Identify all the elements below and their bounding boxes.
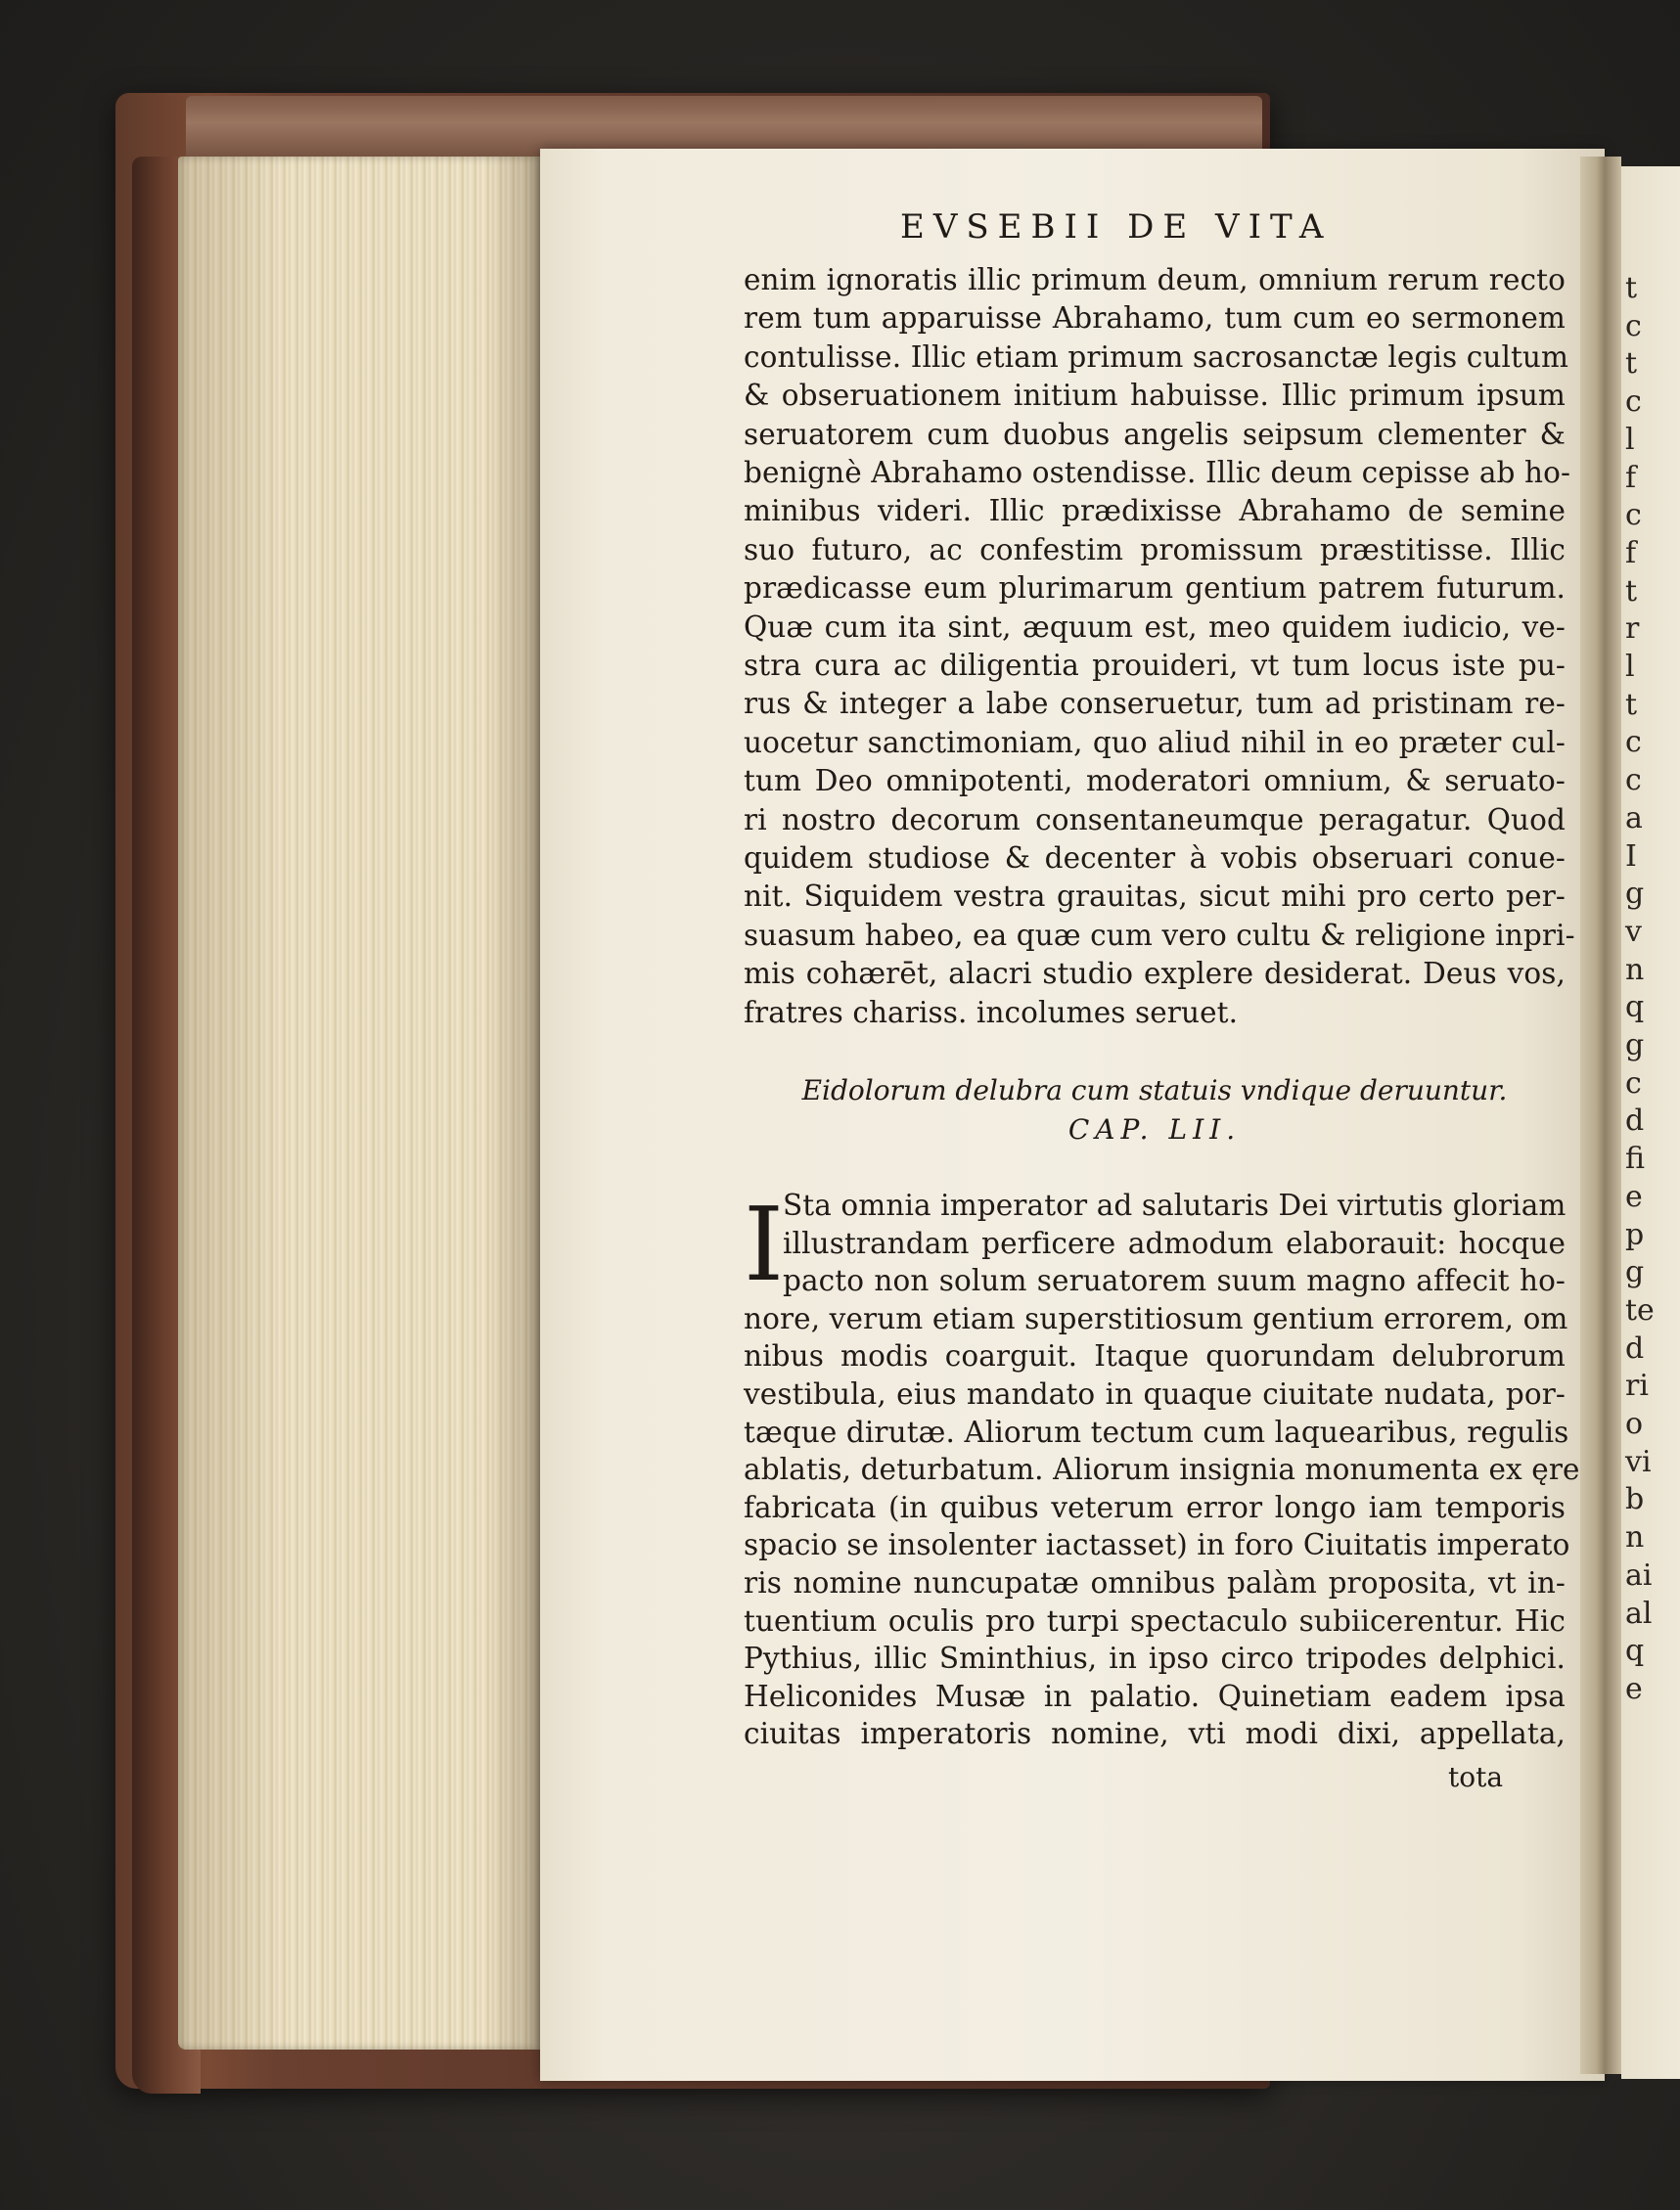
facing-page-letter: te xyxy=(1625,1292,1655,1328)
text-line: tum Deo omnipotenti, moderatori omnium, & seruato- xyxy=(744,764,1566,798)
text-line: rem tum apparuisse Abrahamo, tum cum eo sermonem xyxy=(744,301,1566,336)
text-line: minibus videri. Illic prædixisse Abrahamo de semine xyxy=(744,494,1566,528)
fore-edge-shading xyxy=(178,157,540,2050)
facing-page-letter: c xyxy=(1625,498,1642,533)
facing-page-letter: ai xyxy=(1625,1557,1653,1593)
chapter-heading: Eidolorum delubra cum statuis vndique deruuntur. xyxy=(801,1074,1508,1106)
facing-page-letter: c xyxy=(1625,308,1642,343)
facing-page-letter: e xyxy=(1625,1671,1643,1706)
book-gutter xyxy=(1580,157,1621,2074)
facing-page-letter: q xyxy=(1625,990,1645,1025)
facing-page-letter: g xyxy=(1625,1255,1645,1290)
facing-page-letter: n xyxy=(1625,1520,1645,1556)
text-line: ciuitas imperatoris nomine, vti modi dixi, appellata, xyxy=(744,1717,1566,1751)
facing-page-letter: f xyxy=(1625,535,1637,570)
text-line: tuentium oculis pro turpi spectaculo subiicerentur. Hic xyxy=(744,1603,1566,1638)
text-line: illustrandam perficere admodum elaborauit: hocque xyxy=(783,1226,1566,1260)
facing-page-letter: v xyxy=(1625,914,1642,949)
running-head: EVSEBII DE VITA xyxy=(900,207,1333,247)
facing-page-letter: f xyxy=(1625,460,1637,495)
facing-page-letter: o xyxy=(1625,1407,1644,1441)
facing-page-letter: fi xyxy=(1625,1142,1646,1177)
text-line: tæque dirutæ. Aliorum tectum cum laquearibus, regulis xyxy=(744,1415,1569,1449)
facing-page-letter: d xyxy=(1625,1331,1645,1366)
facing-page-letter: g xyxy=(1625,877,1645,912)
facing-page-letter: n xyxy=(1625,952,1645,987)
text-line: nit. Siquidem vestra grauitas, sicut mihi pro certo per- xyxy=(744,879,1566,914)
text-line: prædicasse eum plurimarum gentium patrem futurum. xyxy=(744,571,1566,606)
facing-page-letter: t xyxy=(1625,271,1638,305)
text-line: quidem studiose & decenter à vobis obseruari conue- xyxy=(744,841,1566,875)
text-line: fratres chariss. incolumes seruet. xyxy=(744,995,1239,1029)
text-line: Heliconides Musæ in palatio. Quinetiam eadem ipsa xyxy=(744,1679,1566,1713)
text-line: contulisse. Illic etiam primum sacrosanctæ legis cultum xyxy=(744,339,1569,374)
text-line: fabricata (in quibus veterum error longo iam temporis xyxy=(744,1490,1566,1524)
facing-page-letter: c xyxy=(1625,1065,1642,1101)
chapter-number: CAP. LII. xyxy=(1067,1113,1242,1146)
facing-page-letter: e xyxy=(1625,1179,1643,1214)
facing-page-letter: c xyxy=(1625,725,1642,760)
facing-page-letter: q xyxy=(1625,1634,1645,1669)
text-line: suo futuro, ac confestim promissum præstitisse. Illic xyxy=(744,532,1566,566)
catchword: tota xyxy=(1448,1761,1504,1793)
text-line: enim ignoratis illic primum deum, omnium rerum recto xyxy=(744,263,1566,296)
facing-page-letter: r xyxy=(1625,611,1640,647)
facing-page-letter: p xyxy=(1625,1217,1645,1252)
text-line: seruatorem cum duobus angelis seipsum clementer & xyxy=(744,417,1566,451)
facing-page-letter: l xyxy=(1625,650,1635,684)
facing-page-letter: b xyxy=(1625,1482,1645,1517)
text-line: rus & integer a labe conseruetur, tum ad pristinam re- xyxy=(744,687,1566,721)
text-line: nibus modis coarguit. Itaque quorundam delubrorum xyxy=(744,1339,1566,1374)
facing-page-letter: l xyxy=(1625,422,1635,457)
facing-page-letter: c xyxy=(1625,384,1642,420)
drop-capital: I xyxy=(744,1185,785,1304)
facing-page-letter: d xyxy=(1625,1104,1645,1139)
facing-page-letter: al xyxy=(1625,1596,1653,1631)
text-line: suasum habeo, ea quæ cum vero cultu & religione inpri- xyxy=(744,918,1575,952)
facing-page-letter: vi xyxy=(1625,1444,1652,1479)
text-line: benignè Abrahamo ostendisse. Illic deum cepisse ab ho- xyxy=(744,456,1571,489)
text-line: & obseruationem initium habuisse. Illic primum ipsum xyxy=(744,379,1566,413)
text-line: Pythius, illic Sminthius, in ipso circo tripodes delphici. xyxy=(744,1642,1566,1676)
facing-page-letter: I xyxy=(1625,838,1637,874)
text-line: spacio se insolenter iactasset) in foro Ciuitatis imperato xyxy=(744,1528,1570,1562)
text-line: nore, verum etiam superstitiosum gentium errorem, om xyxy=(744,1301,1568,1335)
text-line: ris nomine nuncupatæ omnibus palàm proposita, vt in- xyxy=(744,1566,1566,1600)
text-line: vestibula, eius mandato in quaque ciuitate nudata, por- xyxy=(744,1377,1566,1411)
text-line: stra cura ac diligentia prouideri, vt tum locus iste pu- xyxy=(744,649,1566,682)
text-line: pacto non solum seruatorem suum magno affecit ho- xyxy=(783,1264,1566,1298)
text-line: ri nostro decorum consentaneumque peragatur. Quod xyxy=(744,802,1566,836)
facing-page-letter: c xyxy=(1625,763,1642,798)
facing-page-letter: t xyxy=(1625,687,1638,722)
facing-page-letter: g xyxy=(1625,1028,1645,1062)
text-line: Quæ cum ita sint, æquum est, meo quidem iudicio, ve- xyxy=(744,609,1566,644)
facing-page-letter: a xyxy=(1625,800,1643,835)
facing-page-letter: t xyxy=(1625,573,1638,609)
text-line: mis cohærēt, alacri studio explere desiderat. Deus vos, xyxy=(744,957,1566,991)
text-line: uocetur sanctimoniam, quo aliud nihil in eo præter cul- xyxy=(744,725,1566,759)
text-line: ablatis, deturbatum. Aliorum insignia monumenta ex ęre xyxy=(744,1453,1580,1487)
facing-page-sliver xyxy=(1621,166,1680,2079)
facing-page-letter: ri xyxy=(1625,1369,1649,1404)
text-line: Sta omnia imperator ad salutaris Dei virtutis gloriam xyxy=(783,1189,1566,1222)
facing-page-letter: t xyxy=(1625,346,1638,382)
